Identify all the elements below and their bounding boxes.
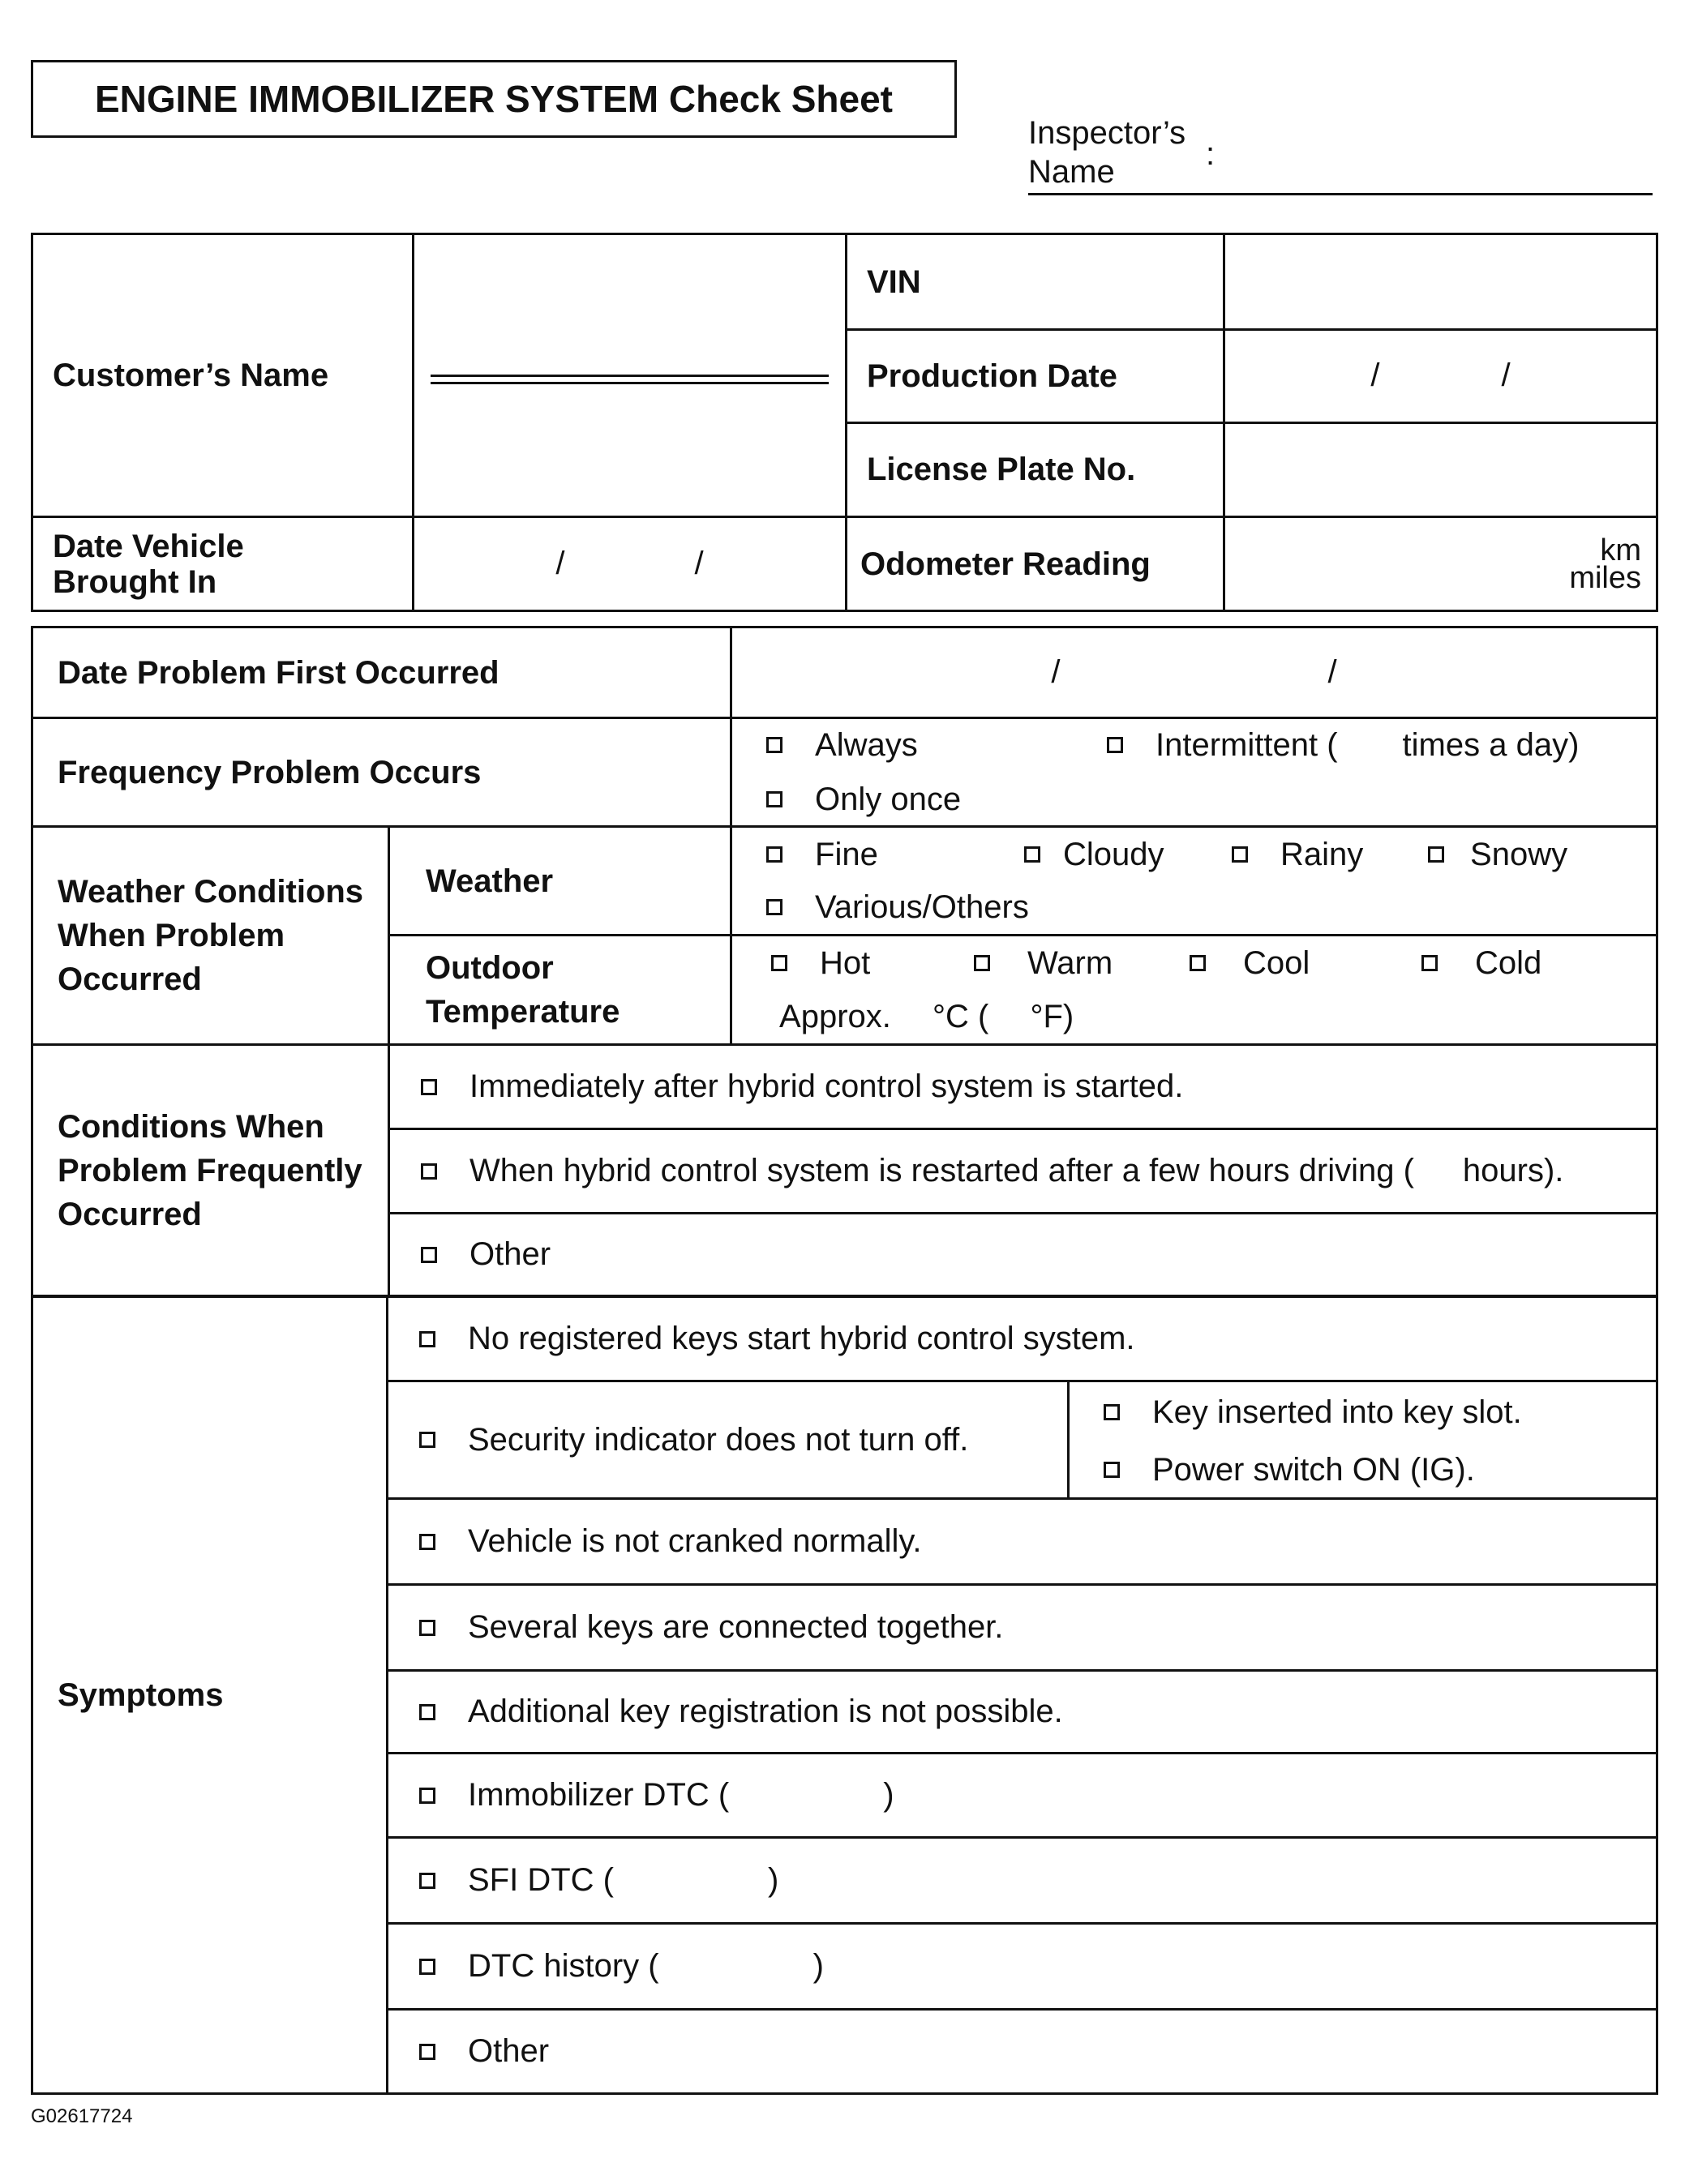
checkbox[interactable]: [766, 737, 782, 753]
checkbox[interactable]: [1104, 1462, 1120, 1478]
checkbox[interactable]: [1104, 1404, 1120, 1420]
freq-always-option[interactable]: Always: [766, 719, 1107, 771]
symptom-no-keys-row[interactable]: No registered keys start hybrid control system.: [388, 1297, 1657, 1381]
symptoms-label: Symptoms: [32, 1297, 388, 2094]
weather-conditions-label: Weather Conditions When Problem Occurred: [32, 827, 389, 1045]
freq-only-once-option[interactable]: Only once: [766, 773, 961, 825]
odometer-field[interactable]: km miles: [1224, 517, 1657, 611]
vin-label: VIN: [847, 234, 1224, 330]
symptom-several-keys-row[interactable]: Several keys are connected together.: [388, 1585, 1657, 1671]
sheet-title: ENGINE IMMOBILIZER SYSTEM Check Sheet: [31, 60, 957, 138]
key-inserted-option[interactable]: Key inserted into key slot.: [1104, 1385, 1522, 1440]
condition-restarted-row[interactable]: When hybrid control system is restarted after a few hours driving ( hours).: [389, 1129, 1657, 1214]
checkbox[interactable]: [771, 955, 787, 971]
checkbox[interactable]: [421, 1163, 437, 1180]
temperature-options: [731, 936, 1657, 1045]
freq-intermittent-option[interactable]: Intermittent ( times a day): [1107, 719, 1579, 771]
checkbox[interactable]: [419, 1432, 435, 1448]
checkbox[interactable]: [419, 2044, 435, 2060]
vehicle-info-table: [31, 233, 1658, 612]
checkbox[interactable]: [419, 1534, 435, 1550]
symptom-dtc-history-row[interactable]: DTC history ( ): [388, 1924, 1657, 2010]
weather-options: [731, 827, 1657, 936]
checkbox[interactable]: [1024, 846, 1040, 863]
checkbox[interactable]: [1421, 955, 1438, 971]
customers-name-field[interactable]: [414, 234, 847, 517]
date-first-occurred-label: Date Problem First Occurred: [32, 627, 731, 718]
double-underline: [431, 375, 829, 384]
symptom-additional-key-row[interactable]: Additional key registration is not possible.: [388, 1671, 1657, 1754]
frequent-conditions-label: Conditions When Problem Frequently Occurred: [32, 1045, 389, 1296]
frequency-label: Frequency Problem Occurs: [32, 718, 731, 827]
customers-name-label: Customer’s Name: [32, 234, 414, 517]
temp-warm-option[interactable]: Warm: [974, 936, 1190, 990]
symptom-sfi-dtc-row[interactable]: SFI DTC ( ): [388, 1838, 1657, 1924]
power-switch-option[interactable]: Power switch ON (IG).: [1104, 1442, 1475, 1497]
odometer-label: Odometer Reading: [847, 517, 1224, 611]
figure-id: G02617724: [31, 2105, 133, 2127]
temp-cold-option[interactable]: Cold: [1421, 936, 1541, 990]
checkbox[interactable]: [421, 1247, 437, 1263]
checkbox[interactable]: [766, 899, 782, 915]
condition-immediately-row[interactable]: Immediately after hybrid control system is started.: [389, 1045, 1657, 1129]
checkbox[interactable]: [766, 791, 782, 807]
date-brought-in-field[interactable]: / /: [414, 517, 847, 611]
symptom-other-row[interactable]: Other: [388, 2010, 1657, 2094]
weather-label: Weather: [389, 827, 731, 936]
checkbox[interactable]: [419, 1620, 435, 1636]
problem-info-table: [31, 626, 1658, 1297]
symptom-immobilizer-dtc-row[interactable]: Immobilizer DTC ( ): [388, 1754, 1657, 1838]
weather-various-option[interactable]: Various/Others: [766, 882, 1029, 932]
checkbox[interactable]: [419, 1788, 435, 1804]
symptom-security-row[interactable]: Security indicator does not turn off.: [388, 1381, 1069, 1499]
license-plate-field[interactable]: [1224, 422, 1657, 516]
security-conditions: [1069, 1381, 1657, 1499]
weather-snowy-option[interactable]: Snowy: [1428, 829, 1567, 880]
checkbox[interactable]: [1428, 846, 1444, 863]
production-date-field[interactable]: / /: [1224, 330, 1657, 423]
checkbox[interactable]: [419, 1331, 435, 1347]
symptom-not-cranked-row[interactable]: Vehicle is not cranked normally.: [388, 1499, 1657, 1585]
weather-rainy-option[interactable]: Rainy: [1232, 829, 1428, 880]
symptoms-table: [31, 1295, 1658, 2095]
license-plate-label: License Plate No.: [847, 422, 1224, 516]
temp-cool-option[interactable]: Cool: [1190, 936, 1421, 990]
temp-hot-option[interactable]: Hot: [771, 936, 974, 990]
date-brought-in-label: Date Vehicle Brought In: [32, 517, 414, 611]
checkbox[interactable]: [419, 1959, 435, 1975]
checkbox[interactable]: [1107, 737, 1123, 753]
outdoor-temperature-label: Outdoor Temperature: [389, 936, 731, 1045]
condition-other-row[interactable]: Other: [389, 1214, 1657, 1296]
celsius-field[interactable]: °C (: [933, 999, 989, 1034]
checkbox[interactable]: [421, 1079, 437, 1095]
vin-field[interactable]: [1224, 234, 1657, 330]
inspector-colon: :: [1206, 136, 1216, 172]
frequency-options: [731, 718, 1657, 827]
checkbox[interactable]: [1190, 955, 1206, 971]
checkbox[interactable]: [419, 1704, 435, 1720]
fahrenheit-field[interactable]: °F): [1030, 999, 1074, 1034]
weather-fine-option[interactable]: Fine: [766, 829, 1024, 880]
checkbox[interactable]: [1232, 846, 1248, 863]
weather-cloudy-option[interactable]: Cloudy: [1024, 829, 1232, 880]
inspector-name-label: Inspector’s Name: [1028, 115, 1186, 190]
checkbox[interactable]: [974, 955, 990, 971]
approx-label: Approx.: [779, 999, 891, 1034]
inspector-name-field[interactable]: [1028, 193, 1653, 195]
date-first-occurred-field[interactable]: / /: [731, 627, 1657, 718]
production-date-label: Production Date: [847, 330, 1224, 423]
checkbox[interactable]: [419, 1873, 435, 1889]
checkbox[interactable]: [766, 846, 782, 863]
